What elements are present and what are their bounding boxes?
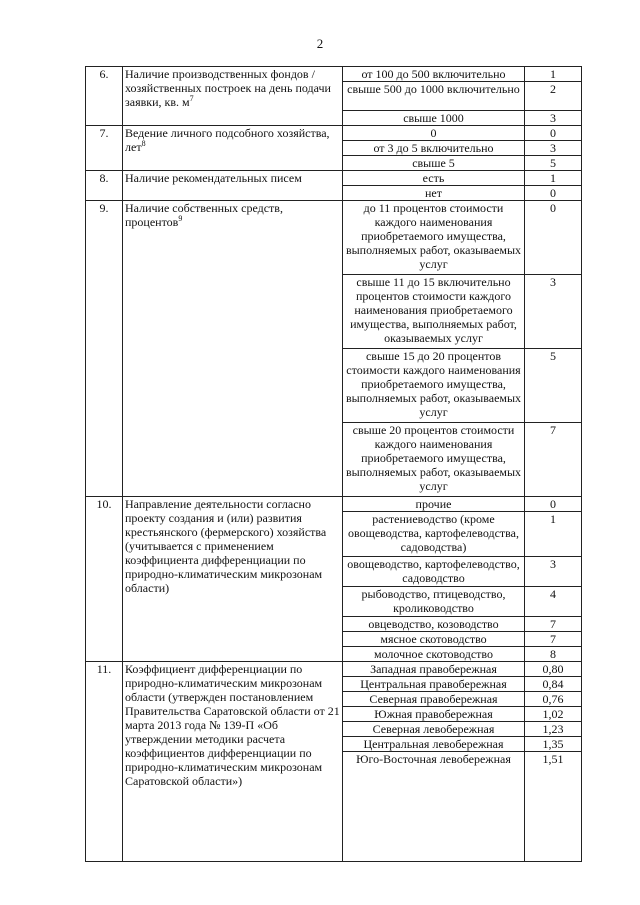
option-value: свыше 5 <box>343 156 525 171</box>
option-value: от 100 до 500 включительно <box>343 67 525 82</box>
option-score: 3 <box>525 111 582 126</box>
option-score: 0,84 <box>525 677 582 692</box>
option-score: 3 <box>525 141 582 156</box>
option-score: 1 <box>525 512 582 557</box>
option-score: 3 <box>525 275 582 349</box>
option-score: 0 <box>525 201 582 275</box>
row-number: 10. <box>86 497 123 662</box>
criterion-cell <box>123 171 343 201</box>
option-score: 8 <box>525 647 582 662</box>
option-score: 1,35 <box>525 737 582 752</box>
option-score: 1 <box>525 67 582 82</box>
table-row <box>86 171 582 186</box>
option-value: Южная правобережная <box>343 707 525 722</box>
table-row <box>86 67 582 82</box>
option-value: овощеводство, картофелеводство, садоводство <box>343 557 525 587</box>
table-row <box>86 662 582 677</box>
option-score: 0,80 <box>525 662 582 677</box>
option-value: рыбоводство, птицеводство, кролиководство <box>343 587 525 617</box>
option-value: свыше 20 процентов стоимости каждого наименования приобретаемого имущества, выполняемых работ, оказываемых услуг <box>343 423 525 497</box>
table-row <box>86 126 582 141</box>
option-value: прочие <box>343 497 525 512</box>
option-value: от 3 до 5 включительно <box>343 141 525 156</box>
option-value: мясное скотоводство <box>343 632 525 647</box>
option-value: есть <box>343 171 525 186</box>
option-value: до 11 процентов стоимости каждого наименования приобретаемого имущества, выполняемых работ, оказываемых услуг <box>343 201 525 275</box>
criterion-cell <box>123 126 343 171</box>
option-score: 3 <box>525 557 582 587</box>
option-value: молочное скотоводство <box>343 647 525 662</box>
option-score: 0 <box>525 126 582 141</box>
criterion-cell <box>123 662 343 862</box>
footnote-marker: 8 <box>141 139 146 148</box>
option-value: свыше 15 до 20 процентов стоимости каждого наименования приобретаемого имущества, выполняемых работ, оказываемых услуг <box>343 349 525 423</box>
criterion-cell <box>123 497 343 662</box>
row-number: 6. <box>86 67 123 126</box>
option-score: 0,76 <box>525 692 582 707</box>
option-value: свыше 1000 <box>343 111 525 126</box>
option-score: 7 <box>525 632 582 647</box>
criterion-name: Наличие собственных средств, процентов <box>125 201 283 229</box>
option-value: Северная левобережная <box>343 722 525 737</box>
option-score: 5 <box>525 349 582 423</box>
option-value: Юго-Восточная левобережная <box>343 752 525 862</box>
option-score: 4 <box>525 587 582 617</box>
option-value: 0 <box>343 126 525 141</box>
row-number: 11. <box>86 662 123 862</box>
table-row <box>86 201 582 275</box>
option-value: свыше 11 до 15 включительно процентов стоимости каждого наименования приобретаемого имущества, выполняемых работ, оказываемых услуг <box>343 275 525 349</box>
option-score: 1 <box>525 171 582 186</box>
footnote-marker: 9 <box>178 214 183 223</box>
option-value: Северная правобережная <box>343 692 525 707</box>
option-value: нет <box>343 186 525 201</box>
criteria-table <box>85 66 582 862</box>
criterion-cell <box>123 201 343 497</box>
option-value: растениеводство (кроме овощеводства, картофелеводства, садоводства) <box>343 512 525 557</box>
option-score: 2 <box>525 82 582 111</box>
option-value: овцеводство, козоводство <box>343 617 525 632</box>
option-score: 7 <box>525 423 582 497</box>
option-value: свыше 500 до 1000 включительно <box>343 82 525 111</box>
footnote-marker: 7 <box>189 94 194 103</box>
option-value: Центральная правобережная <box>343 677 525 692</box>
criterion-name: Наличие рекомендательных писем <box>125 171 302 185</box>
option-score: 0 <box>525 186 582 201</box>
option-score: 1,51 <box>525 752 582 862</box>
criterion-name: Направление деятельности согласно проекту создания и (или) развития крестьянского (фермерского) хозяйства (учитывается с применением коэффициента дифференциации по природно-климатическим микрозонам области) <box>125 497 327 595</box>
row-number: 7. <box>86 126 123 171</box>
option-value: Центральная левобережная <box>343 737 525 752</box>
table-row <box>86 497 582 512</box>
page-number: 2 <box>316 36 324 51</box>
criterion-name: Наличие производственных фондов / хозяйственных построек на день подачи заявки, кв. м <box>125 67 331 109</box>
criterion-name: Ведение личного подсобного хозяйства, лет <box>125 126 330 154</box>
option-score: 7 <box>525 617 582 632</box>
option-value: Западная правобережная <box>343 662 525 677</box>
option-score: 1,02 <box>525 707 582 722</box>
criterion-cell <box>123 67 343 126</box>
row-number: 8. <box>86 171 123 201</box>
criterion-name: Коэффициент дифференциации по природно-климатическим микрозонам области (утвержден постановлением Правительства Саратовской области от 21 марта 2013 года № 139-П «Об утверждении методики расчета коэффициентов дифференциации по природно-климатическим микрозонам Саратовской области») <box>125 662 340 788</box>
option-score: 1,23 <box>525 722 582 737</box>
option-score: 0 <box>525 497 582 512</box>
row-number: 9. <box>86 201 123 497</box>
option-score: 5 <box>525 156 582 171</box>
